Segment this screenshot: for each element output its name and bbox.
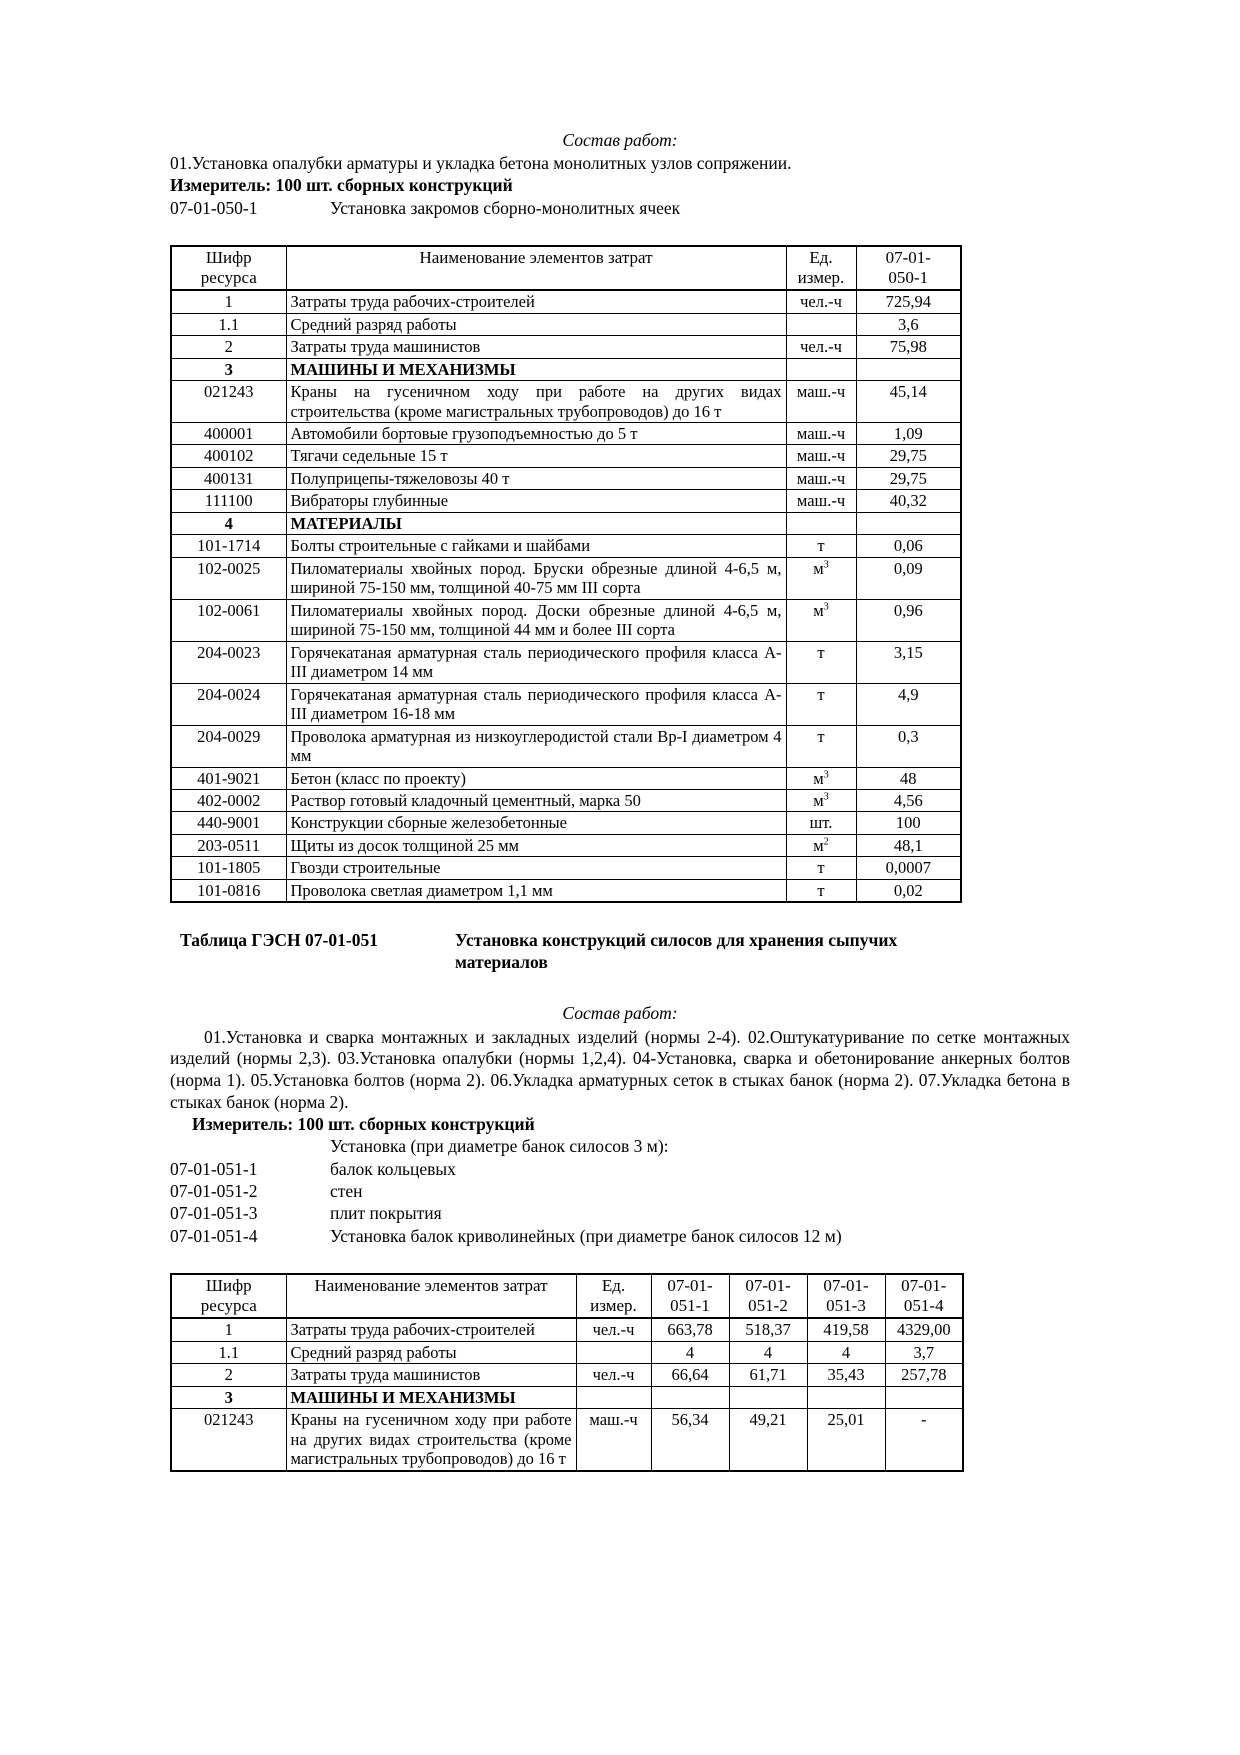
- table-row: [171, 725, 961, 767]
- cell-value: 35,43: [807, 1364, 885, 1386]
- th2-value-051-1: 07-01- 051-1: [651, 1274, 729, 1318]
- cell-value: -: [885, 1409, 963, 1471]
- cell-unit: шт.: [786, 812, 856, 834]
- cell-resource-code: 021243: [171, 381, 286, 423]
- cell-resource-code: 1: [171, 290, 286, 313]
- cell-resource-code: 102-0025: [171, 557, 286, 599]
- norm-items-list: [170, 1158, 1070, 1248]
- cell-unit: $м^3$: [786, 599, 856, 641]
- cell-value: 518,37: [729, 1318, 807, 1341]
- cell-name: Тягачи седельные 15 т: [286, 445, 786, 467]
- cell-value: 3,7: [885, 1341, 963, 1363]
- table-row: [171, 557, 961, 599]
- table-header-row: [171, 246, 961, 290]
- table-row: [171, 683, 961, 725]
- cell-value: 4,9: [856, 683, 961, 725]
- table-row: [171, 445, 961, 467]
- table-row: [171, 879, 961, 902]
- table-row: [171, 290, 961, 313]
- cell-value: 49,21: [729, 1409, 807, 1471]
- cell-unit: [576, 1386, 651, 1408]
- cell-unit: маш.-ч: [786, 490, 856, 512]
- norm-item: [170, 1225, 1070, 1247]
- cell-value: 66,64: [651, 1364, 729, 1386]
- table2-header-row: [171, 1274, 963, 1318]
- cell-unit: т: [786, 879, 856, 902]
- cell-value: 29,75: [856, 445, 961, 467]
- cell-name: Затраты труда рабочих-строителей: [286, 1318, 576, 1341]
- cell-unit: маш.-ч: [786, 381, 856, 423]
- cell-resource-code: 2: [171, 1364, 286, 1386]
- th-name: Наименование элементов затрат: [286, 246, 786, 290]
- table-title-2: Установка конструкций силосов для хранения сыпучих материалов: [455, 930, 898, 973]
- resource-table-1-body: [171, 290, 961, 902]
- cell-resource-code: 3: [171, 358, 286, 380]
- table-row: [171, 857, 961, 879]
- cell-unit: [786, 313, 856, 335]
- cell-value: 29,75: [856, 467, 961, 489]
- cell-unit: чел.-ч: [576, 1318, 651, 1341]
- cell-resource-code: 111100: [171, 490, 286, 512]
- cell-unit: $м^2$: [786, 834, 856, 856]
- norm-item-code: 07-01-051-3: [170, 1203, 258, 1224]
- norm-item: [170, 1202, 1070, 1224]
- table-row: [171, 1364, 963, 1386]
- table-label-2: Таблица ГЭСН 07-01-051: [180, 930, 378, 951]
- table-row: [171, 834, 961, 856]
- cell-value: 0,06: [856, 535, 961, 557]
- cell-unit: $м^3$: [786, 557, 856, 599]
- item-line-1: [170, 197, 1070, 219]
- cell-value: 4: [807, 1341, 885, 1363]
- cell-name: Конструкции сборные железобетонные: [286, 812, 786, 834]
- works-composition-heading-1: Состав работ:: [562, 130, 678, 150]
- cell-unit: $м^3$: [786, 789, 856, 811]
- norm-item: [170, 1158, 1070, 1180]
- norm-item-desc: Установка балок криволинейных (при диаметре банок силосов 12 м): [330, 1225, 842, 1246]
- item-code-1: 07-01-050-1: [170, 197, 258, 218]
- cell-resource-code: 1.1: [171, 1341, 286, 1363]
- cell-name: Средний разряд работы: [286, 313, 786, 335]
- cell-resource-code: 101-0816: [171, 879, 286, 902]
- cell-unit: чел.-ч: [576, 1364, 651, 1386]
- cell-value: 0,3: [856, 725, 961, 767]
- cell-resource-code: 3: [171, 1386, 286, 1408]
- cell-value: 0,02: [856, 879, 961, 902]
- table-row: [171, 358, 961, 380]
- cell-resource-code: 204-0023: [171, 641, 286, 683]
- cell-name: Затраты труда машинистов: [286, 1364, 576, 1386]
- cell-value: 3,15: [856, 641, 961, 683]
- cell-unit: чел.-ч: [786, 336, 856, 358]
- cell-name: Затраты труда рабочих-строителей: [286, 290, 786, 313]
- th2-unit: Ед. измер.: [576, 1274, 651, 1318]
- cell-resource-code: 1: [171, 1318, 286, 1341]
- norm-item-desc: плит покрытия: [330, 1203, 442, 1224]
- cell-value: 48: [856, 767, 961, 789]
- table-heading-2: [170, 929, 1070, 973]
- th2-name: Наименование элементов затрат: [286, 1274, 576, 1318]
- cell-name: МАШИНЫ И МЕХАНИЗМЫ: [286, 1386, 576, 1408]
- cell-name: Горячекатаная арматурная сталь периодического профиля класса А-III диаметром 16-18 мм: [286, 683, 786, 725]
- cell-name: Горячекатаная арматурная сталь периодического профиля класса А-III диаметром 14 мм: [286, 641, 786, 683]
- cell-unit: [576, 1341, 651, 1363]
- norm-item-desc: балок кольцевых: [330, 1158, 456, 1179]
- cell-name: Вибраторы глубинные: [286, 490, 786, 512]
- cell-name: МАТЕРИАЛЫ: [286, 512, 786, 534]
- install-header-text: Установка (при диаметре банок силосов 3 м):: [330, 1136, 669, 1157]
- cell-value: 257,78: [885, 1364, 963, 1386]
- cell-resource-code: 101-1805: [171, 857, 286, 879]
- cell-name: Бетон (класс по проекту): [286, 767, 786, 789]
- cell-value: 4,56: [856, 789, 961, 811]
- cell-value: [856, 358, 961, 380]
- install-header-spacer: [170, 1135, 330, 1157]
- th2-value-051-4: 07-01- 051-4: [885, 1274, 963, 1318]
- norm-item-code: 07-01-051-2: [170, 1180, 258, 1201]
- table-row: [171, 1386, 963, 1408]
- cell-unit: т: [786, 535, 856, 557]
- cell-value: 48,1: [856, 834, 961, 856]
- th-code: Шифр ресурса: [171, 246, 286, 290]
- cell-unit: маш.-ч: [786, 445, 856, 467]
- cell-unit: [786, 512, 856, 534]
- cell-resource-code: 203-0511: [171, 834, 286, 856]
- cell-name: Болты строительные с гайками и шайбами: [286, 535, 786, 557]
- cell-value: 419,58: [807, 1318, 885, 1341]
- cell-value: 725,94: [856, 290, 961, 313]
- cell-name: МАШИНЫ И МЕХАНИЗМЫ: [286, 358, 786, 380]
- table-row: [171, 336, 961, 358]
- works-composition-text-1: 01.Установка опалубки арматуры и укладка бетона монолитных узлов сопряжении.: [170, 153, 792, 174]
- norm-item: [170, 1180, 1070, 1202]
- cell-value: 4329,00: [885, 1318, 963, 1341]
- cell-value: 3,6: [856, 313, 961, 335]
- cell-name: Раствор готовый кладочный цементный, марка 50: [286, 789, 786, 811]
- cell-unit: т: [786, 857, 856, 879]
- cell-name: Автомобили бортовые грузоподъемностью до 5 т: [286, 423, 786, 445]
- cell-name: Краны на гусеничном ходу при работе на других видах строительства (кроме магистральных трубопроводов) до 16 т: [286, 381, 786, 423]
- cell-value: 40,32: [856, 490, 961, 512]
- table-row: [171, 467, 961, 489]
- resource-table-2: [170, 1273, 964, 1471]
- cell-unit: маш.-ч: [786, 423, 856, 445]
- cell-resource-code: 401-9021: [171, 767, 286, 789]
- cell-resource-code: 1.1: [171, 313, 286, 335]
- norm-item-code: 07-01-051-4: [170, 1225, 258, 1246]
- install-header-line: [170, 1135, 1070, 1157]
- th-unit: Ед. измер.: [786, 246, 856, 290]
- cell-name: Средний разряд работы: [286, 1341, 576, 1363]
- cell-resource-code: 2: [171, 336, 286, 358]
- cell-value: 56,34: [651, 1409, 729, 1471]
- norm-item-code: 07-01-051-1: [170, 1158, 258, 1179]
- cell-value: [885, 1386, 963, 1408]
- table-row: [171, 641, 961, 683]
- cell-name: Гвозди строительные: [286, 857, 786, 879]
- cell-value: [651, 1386, 729, 1408]
- cell-resource-code: 101-1714: [171, 535, 286, 557]
- cell-value: 75,98: [856, 336, 961, 358]
- resource-table-1: [170, 245, 962, 903]
- cell-resource-code: 400001: [171, 423, 286, 445]
- cell-unit: т: [786, 683, 856, 725]
- cell-value: 0,0007: [856, 857, 961, 879]
- cell-unit: маш.-ч: [576, 1409, 651, 1471]
- works-composition-heading-2: Состав работ:: [562, 1003, 678, 1024]
- cell-value: 4: [729, 1341, 807, 1363]
- table-row: [171, 1318, 963, 1341]
- cell-resource-code: 4: [171, 512, 286, 534]
- table-row: [171, 423, 961, 445]
- cell-name: Краны на гусеничном ходу при работе на других видах строительства (кроме магистральных трубопроводов) до 16 т: [286, 1409, 576, 1471]
- cell-unit: т: [786, 641, 856, 683]
- cell-unit: [786, 358, 856, 380]
- th2-code: Шифр ресурса: [171, 1274, 286, 1318]
- cell-value: [729, 1386, 807, 1408]
- cell-unit: чел.-ч: [786, 290, 856, 313]
- cell-resource-code: 400102: [171, 445, 286, 467]
- page-content: [170, 130, 1070, 1472]
- table-row: [171, 812, 961, 834]
- cell-name: Пиломатериалы хвойных пород. Бруски обрезные длиной 4-6,5 м, шириной 75-150 мм, толщиной 40-75 мм III сорта: [286, 557, 786, 599]
- cell-resource-code: 021243: [171, 1409, 286, 1471]
- measure-line-1: Измеритель: 100 шт. сборных конструкций: [170, 175, 513, 196]
- norm-item-desc: стен: [330, 1180, 363, 1201]
- table-row: [171, 313, 961, 335]
- table-row: [171, 789, 961, 811]
- measure-line-2: Измеритель: 100 шт. сборных конструкций: [192, 1113, 535, 1134]
- resource-table-2-body: [171, 1318, 963, 1470]
- cell-value: 45,14: [856, 381, 961, 423]
- cell-value: [807, 1386, 885, 1408]
- cell-value: [856, 512, 961, 534]
- cell-resource-code: 440-9001: [171, 812, 286, 834]
- table-row: [171, 1409, 963, 1471]
- table-row: [171, 490, 961, 512]
- cell-value: 100: [856, 812, 961, 834]
- works-composition-text-2: 01.Установка и сварка монтажных и закладных изделий (нормы 2-4). 02.Оштукатуривание по сетке монтажных изделий (нормы 2,3). 03.Установка опалубки (нормы 1,2,4). 04-Установка, сварка и обетонирование анкерных болтов (норма 1). 05.Установка болтов (норма 2). 06.Укладка арматурных сеток в стыках банок (норма 2). 07.Укладка бетона в стыках банок (норма 2).: [170, 1026, 1070, 1112]
- cell-resource-code: 204-0024: [171, 683, 286, 725]
- cell-value: 0,96: [856, 599, 961, 641]
- cell-name: Затраты труда машинистов: [286, 336, 786, 358]
- table-row: [171, 767, 961, 789]
- cell-name: Проволока арматурная из низкоуглеродистой стали Вр-I диаметром 4 мм: [286, 725, 786, 767]
- table-row: [171, 535, 961, 557]
- cell-value: 1,09: [856, 423, 961, 445]
- cell-unit: $м^3$: [786, 767, 856, 789]
- table-row: [171, 1341, 963, 1363]
- cell-value: 61,71: [729, 1364, 807, 1386]
- cell-unit: маш.-ч: [786, 467, 856, 489]
- table-row: [171, 512, 961, 534]
- cell-value: 4: [651, 1341, 729, 1363]
- cell-resource-code: 204-0029: [171, 725, 286, 767]
- cell-unit: т: [786, 725, 856, 767]
- cell-name: Проволока светлая диаметром 1,1 мм: [286, 879, 786, 902]
- cell-resource-code: 400131: [171, 467, 286, 489]
- item-desc-1: Установка закромов сборно-монолитных ячеек: [330, 197, 681, 218]
- table-row: [171, 599, 961, 641]
- th-value-07-01-050-1: 07-01- 050-1: [856, 246, 961, 290]
- cell-resource-code: 102-0061: [171, 599, 286, 641]
- cell-value: 663,78: [651, 1318, 729, 1341]
- cell-resource-code: 402-0002: [171, 789, 286, 811]
- cell-name: Щиты из досок толщиной 25 мм: [286, 834, 786, 856]
- table-row: [171, 381, 961, 423]
- th2-value-051-2: 07-01- 051-2: [729, 1274, 807, 1318]
- cell-name: Пиломатериалы хвойных пород. Доски обрезные длиной 4-6,5 м, шириной 75-150 мм, толщиной 44 мм и более III сорта: [286, 599, 786, 641]
- th2-value-051-3: 07-01- 051-3: [807, 1274, 885, 1318]
- cell-value: 25,01: [807, 1409, 885, 1471]
- cell-value: 0,09: [856, 557, 961, 599]
- cell-name: Полуприцепы-тяжеловозы 40 т: [286, 467, 786, 489]
